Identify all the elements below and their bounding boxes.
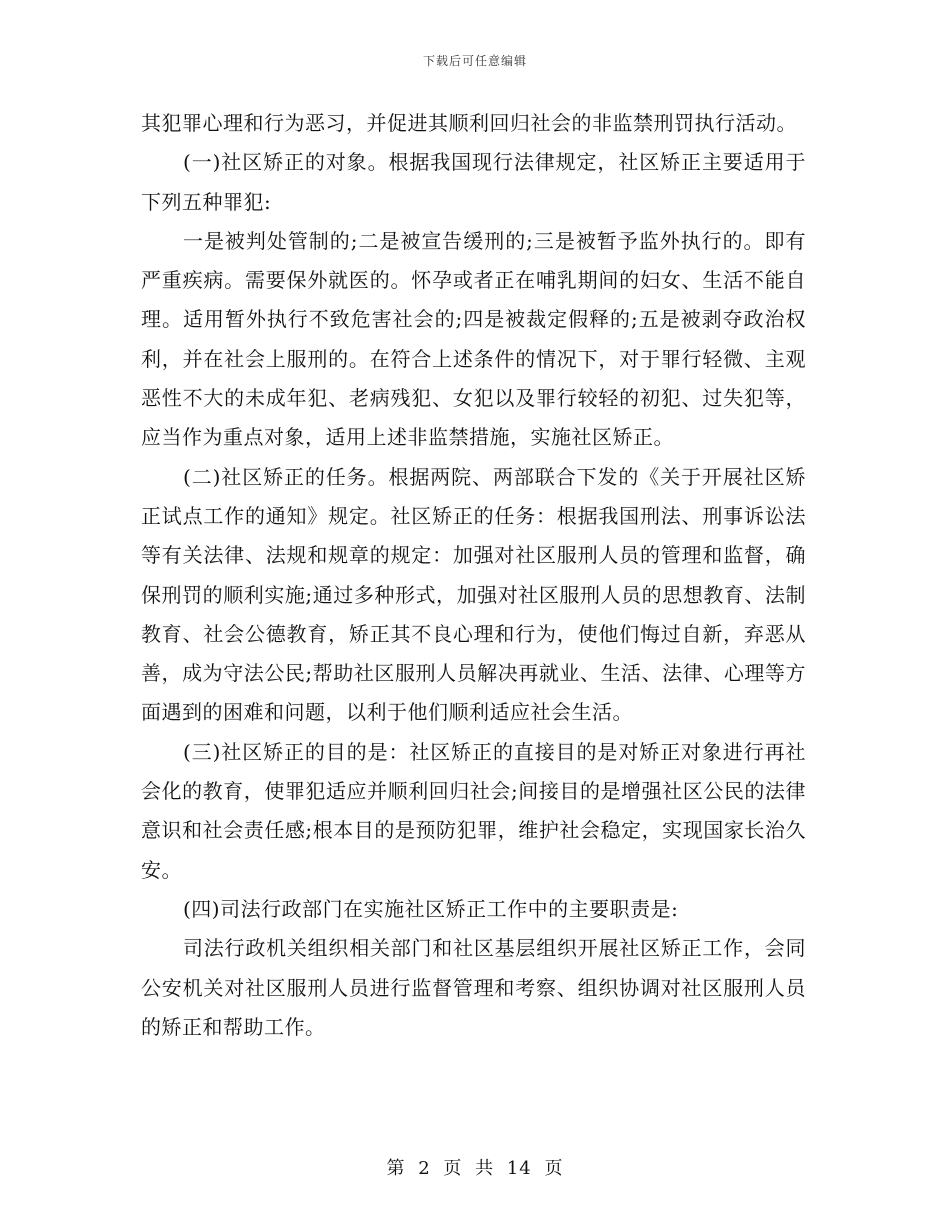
paragraph-3: 一是被判处管制的;二是被宣告缓刑的;三是被暂予监外执行的。即有严重疾病。需要保外就医的。怀孕或者正在哺乳期间的妇女、生活不能自理。适用暂外执行不致危害社会的;四是被裁定假释的;五是被剥夺政治权利，并在社会上服刑的。在符合上述条件的情况下，对于罪行轻微、主观恶性不大的未成年犯、老病残犯、女犯以及罪行较轻的初犯、过失犯等，应当作为重点对象，适用上述非监禁措施，实施社区矫正。: [141, 228, 806, 450]
page-footer: 第 2 页 共 14 页: [386, 1158, 564, 1179]
paragraph-6: (四)司法行政部门在实施社区矫正工作中的主要职责是:: [183, 896, 679, 921]
paragraph-4: (二)社区矫正的任务。根据两院、两部联合下发的《关于开展社区矫正试点工作的通知》规定。社区矫正的任务：根据我国刑法、刑事诉讼法等有关法律、法规和规章的规定：加强对社区服刑人员的管理和监督，确保刑罚的顺利实施;通过多种形式，加强对社区服刑人员的思想教育、法制教育、社会公德教育，矫正其不良心理和行为，使他们悔过自新，弃恶从善，成为守法公民;帮助社区服刑人员解决再就业、生活、法律、心理等方面遇到的困难和问题，以利于他们顺利适应社会生活。: [141, 464, 806, 725]
paragraph-5: (三)社区矫正的目的是：社区矫正的直接目的是对矫正对象进行再社会化的教育，使罪犯适应并顺利回归社会;间接目的是增强社区公民的法律意识和社会责任感;根本目的是预防犯罪，维护社会稳定，实现国家长治久安。: [141, 739, 806, 882]
paragraph-2: (一)社区矫正的对象。根据我国现行法律规定，社区矫正主要适用于下列五种罪犯:: [141, 150, 806, 214]
page-header: 下载后可任意编辑: [422, 54, 527, 68]
paragraph-1: 其犯罪心理和行为恶习，并促进其顺利回归社会的非监禁刑罚执行活动。: [141, 111, 797, 135]
document-body: [141, 104, 806, 1047]
paragraph-7: 司法行政机关组织相关部门和社区基层组织开展社区矫正工作，会同公安机关对社区服刑人员进行监督管理和考察、组织协调对社区服刑人员的矫正和帮助工作。: [141, 936, 806, 1039]
